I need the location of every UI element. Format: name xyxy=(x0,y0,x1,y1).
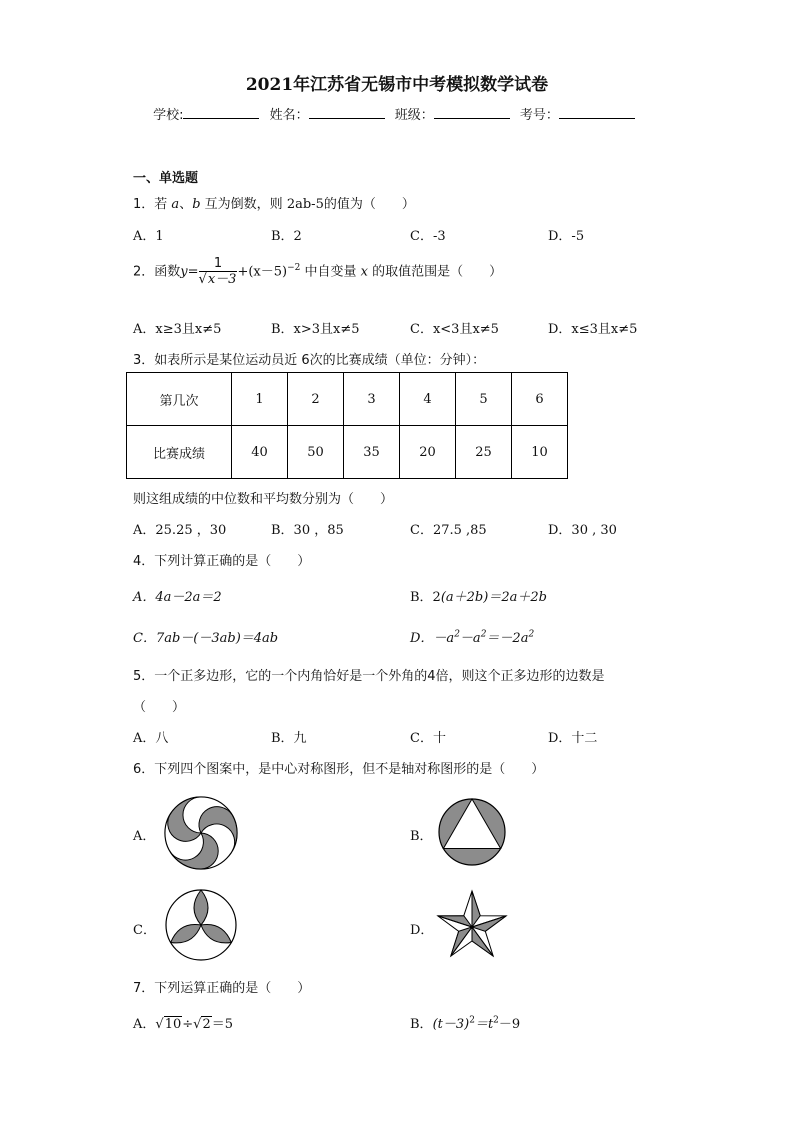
q2-power-term: +(x－5) xyxy=(237,264,288,280)
score-table xyxy=(126,372,568,479)
table-cell: 35 xyxy=(344,426,400,479)
q2-var-y: y xyxy=(180,264,188,280)
q3-option-c[interactable]: C．27.5 ,85 xyxy=(410,523,487,538)
q2-option-d[interactable]: D．x≤3且x≠5 xyxy=(548,322,638,337)
q7-divide: ÷ xyxy=(182,1017,194,1032)
q4-b-expression: (a＋2b)＝2a＋2b xyxy=(440,590,547,605)
q4-d-term1: D．－a xyxy=(410,631,455,646)
question-7-stem: 7．下列运算正确的是（ ） xyxy=(133,981,311,996)
q7-b-prefix: B． xyxy=(410,1017,433,1032)
q7-b-exp2: 2 xyxy=(493,1015,499,1026)
q4-b-prefix: B．2 xyxy=(410,590,441,605)
name-label: 姓名： xyxy=(269,108,309,123)
question-5-stem: 5．一个正多边形，它的一个内角恰好是一个外角的4倍，则这个正多边形的边数是 xyxy=(133,669,605,684)
q4-option-d[interactable] xyxy=(410,627,534,646)
question-5-paren: （ ） xyxy=(133,700,186,715)
q7-option-b[interactable] xyxy=(410,1013,520,1032)
q2-exponent: −2 xyxy=(287,263,301,274)
q1-option-b[interactable]: B．2 xyxy=(271,229,302,244)
q3-option-b[interactable]: B．30 ，85 xyxy=(271,523,344,538)
q2-text-c: 的取值范围是（ ） xyxy=(372,264,503,280)
name-field[interactable] xyxy=(309,106,385,119)
number-label: 考号： xyxy=(519,108,559,123)
q1-option-d[interactable]: D．-5 xyxy=(548,229,585,244)
table-cell: 10 xyxy=(512,426,568,479)
student-info-line xyxy=(0,104,794,123)
table-cell: 2 xyxy=(288,373,344,426)
table-cell: 5 xyxy=(456,373,512,426)
q6-option-c-label[interactable]: C． xyxy=(133,923,156,938)
q7-b-rhs: ＝t xyxy=(474,1017,494,1032)
q3-option-a[interactable]: A．25.25 ，30 xyxy=(133,523,227,538)
q7-sqrt-sign-1: √ xyxy=(155,1017,164,1032)
q4-d-result: ＝－2a xyxy=(486,631,529,646)
school-label: 学校: xyxy=(153,108,184,123)
table-header-cell: 比赛成绩 xyxy=(127,426,232,479)
q1-text-a: 1．若 xyxy=(133,197,168,212)
three-petal-figure[interactable] xyxy=(163,887,239,963)
q7-b-end: －9 xyxy=(498,1017,521,1032)
q4-d-exp3: 2 xyxy=(528,629,535,640)
q2-sqrt-sign: √ xyxy=(198,272,207,287)
q2-option-b[interactable]: B．x>3且x≠5 xyxy=(271,322,360,337)
table-cell: 40 xyxy=(232,426,288,479)
q2-equals: = xyxy=(187,264,199,280)
q2-fraction xyxy=(199,256,238,288)
q1-option-a[interactable]: A．1 xyxy=(133,229,164,244)
q6-option-b-label[interactable]: B． xyxy=(410,829,433,844)
q1-text-e: 互为倒数，则 xyxy=(204,197,283,212)
class-label: 班级： xyxy=(394,108,434,123)
q1-text-g: 的值为（ ） xyxy=(323,197,415,212)
section-heading: 一、单选题 xyxy=(133,171,199,186)
triskelion-figure[interactable] xyxy=(160,794,242,872)
q5-option-d[interactable]: D．十二 xyxy=(548,731,598,746)
school-field[interactable] xyxy=(183,106,259,119)
q2-text-b: 中自变量 xyxy=(304,264,357,280)
q7-option-a[interactable] xyxy=(133,1013,233,1032)
q5-option-c[interactable]: C．十 xyxy=(410,731,446,746)
q7-b-base: (t－3) xyxy=(432,1017,470,1032)
q2-radicand: x－3 xyxy=(207,272,237,287)
star-figure[interactable] xyxy=(432,889,512,965)
table-cell: 25 xyxy=(456,426,512,479)
q7-radicand-2: 2 xyxy=(202,1017,211,1032)
table-header-cell: 第几次 xyxy=(127,373,232,426)
class-field[interactable] xyxy=(434,106,510,119)
q1-expr: 2ab-5 xyxy=(286,197,324,212)
q6-option-a-label[interactable]: A． xyxy=(133,829,156,844)
q4-d-exp2: 2 xyxy=(480,629,487,640)
table-cell: 3 xyxy=(344,373,400,426)
q7-sqrt-sign-2: √ xyxy=(193,1017,202,1032)
q5-option-b[interactable]: B．九 xyxy=(271,731,307,746)
exam-title: 2021年江苏省无锡市中考模拟数学试卷 xyxy=(245,75,549,95)
q1-text-c: 、 xyxy=(179,197,193,212)
question-4-stem: 4．下列计算正确的是（ ） xyxy=(133,554,311,569)
q4-d-term2: －a xyxy=(459,631,481,646)
table-cell: 50 xyxy=(288,426,344,479)
table-cell: 4 xyxy=(400,373,456,426)
q1-var-b: b xyxy=(192,197,201,212)
q6-option-d-label[interactable]: D． xyxy=(410,923,434,938)
question-2-stem xyxy=(133,256,502,288)
q2-var-x: x xyxy=(360,264,369,280)
q3-option-d[interactable]: D．30 , 30 xyxy=(548,523,617,538)
table-row xyxy=(127,426,568,479)
q2-option-a[interactable]: A．x≥3且x≠5 xyxy=(133,322,222,337)
q4-d-exp1: 2 xyxy=(454,629,460,640)
q2-option-c[interactable]: C．x<3且x≠5 xyxy=(410,322,499,337)
q4-option-a[interactable]: A．4a－2a＝2 xyxy=(133,590,222,605)
q1-var-a: a xyxy=(171,197,180,212)
question-3-stem: 3．如表所示是某位运动员近 6次的比赛成绩（单位：分钟）： xyxy=(133,353,486,368)
q7-radicand-1: 10 xyxy=(164,1017,182,1032)
q2-text-a: 2．函数 xyxy=(133,264,181,280)
q4-option-b[interactable] xyxy=(410,586,547,605)
triangle-in-circle-figure[interactable] xyxy=(436,796,508,868)
q7-b-exp: 2 xyxy=(469,1015,475,1026)
q4-option-c[interactable]: C．7ab－(－3ab)＝4ab xyxy=(133,631,279,646)
q2-numerator: 1 xyxy=(199,256,238,272)
table-cell: 20 xyxy=(400,426,456,479)
q5-option-a[interactable]: A．八 xyxy=(133,731,169,746)
question-3-follow: 则这组成绩的中位数和平均数分别为（ ） xyxy=(133,492,394,507)
table-cell: 1 xyxy=(232,373,288,426)
question-6-stem: 6．下列四个图案中，是中心对称图形，但不是轴对称图形的是（ ） xyxy=(133,762,545,777)
q7-a-prefix: A． xyxy=(133,1017,156,1032)
question-1-stem xyxy=(133,193,415,212)
q7-a-result: ＝5 xyxy=(211,1017,233,1032)
table-row xyxy=(127,373,568,426)
number-field[interactable] xyxy=(559,106,635,119)
q1-option-c[interactable]: C．-3 xyxy=(410,229,446,244)
table-cell: 6 xyxy=(512,373,568,426)
